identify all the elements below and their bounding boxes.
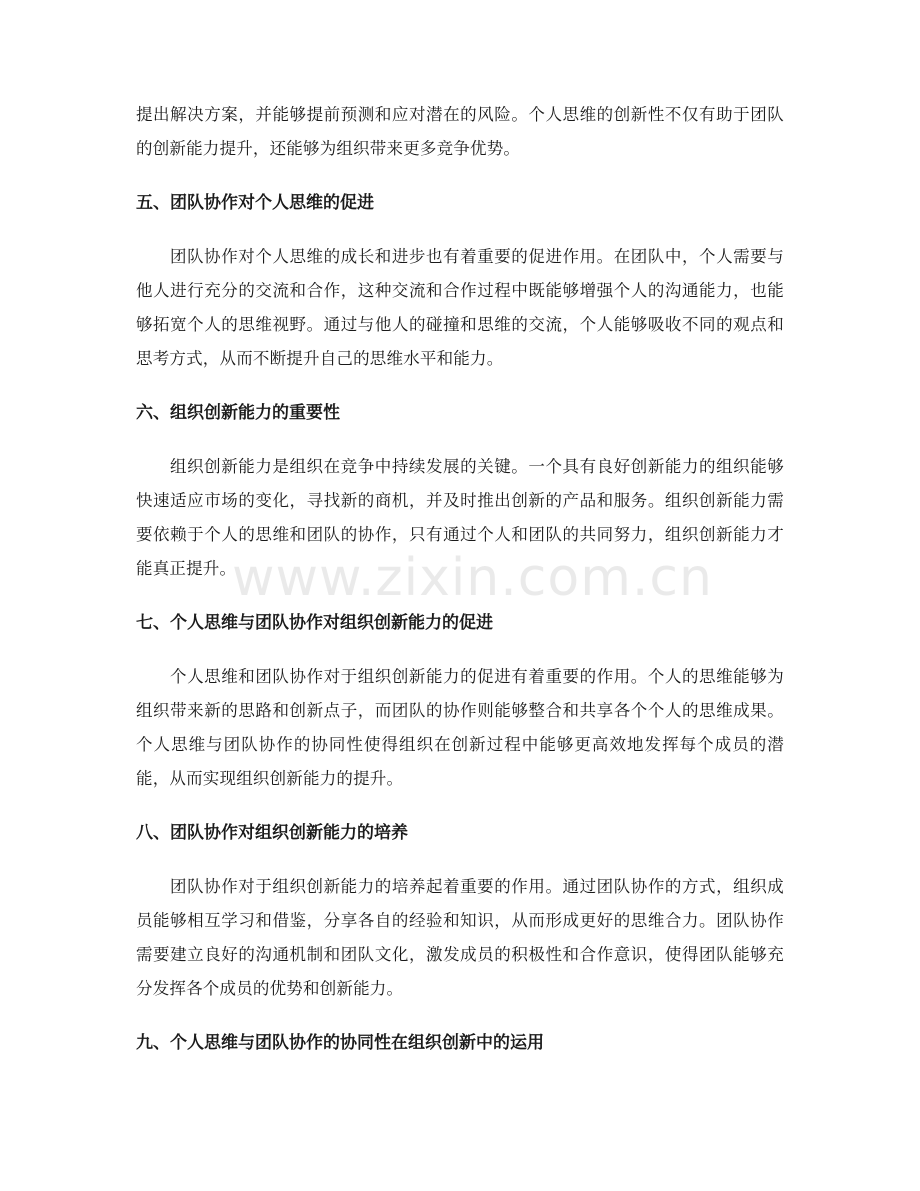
paragraph-section-7: 个人思维和团队协作对于组织创新能力的促进有着重要的作用。个人的思维能够为组织带来新的思路和创新点子，而团队的协作则能够整合和共享各个个人的思维成果。个人思维与团队协作的协同性使得组织在创新过程中能够更高效地发挥每个成员的潜能，从而实现组织创新能力的提升。 — [136, 667, 784, 788]
heading-section-7: 七、个人思维与团队协作对组织创新能力的促进 — [136, 613, 493, 633]
document-body — [136, 98, 784, 1060]
heading-section-5: 五、团队协作对个人思维的促进 — [136, 193, 374, 213]
paragraph-intro-continued: 提出解决方案，并能够提前预测和应对潜在的风险。个人思维的创新性不仅有助于团队的创新能力提升，还能够为组织带来更多竞争优势。 — [136, 105, 784, 158]
watermark-text: www.zixin.com.cn — [232, 548, 713, 608]
paragraph-section-8: 团队协作对于组织创新能力的培养起着重要的作用。通过团队协作的方式，组织成员能够相互学习和借鉴，分享各自的经验和知识，从而形成更好的思维合力。团队协作需要建立良好的沟通机制和团队文化，激发成员的积极性和合作意识，使得团队能够充分发挥各个成员的优势和创新能力。 — [136, 877, 784, 998]
heading-section-9: 九、个人思维与团队协作的协同性在组织创新中的运用 — [136, 1033, 544, 1053]
heading-section-8: 八、团队协作对组织创新能力的培养 — [136, 823, 408, 843]
heading-section-6: 六、组织创新能力的重要性 — [136, 403, 340, 423]
paragraph-section-5: 团队协作对个人思维的成长和进步也有着重要的促进作用。在团队中，个人需要与他人进行充分的交流和合作，这种交流和合作过程中既能够增强个人的沟通能力，也能够拓宽个人的思维视野。通过与他人的碰撞和思维的交流，个人能够吸收不同的观点和思考方式，从而不断提升自己的思维水平和能力。 — [136, 247, 784, 368]
paragraph-section-6: 组织创新能力是组织在竞争中持续发展的关键。一个具有良好创新能力的组织能够快速适应市场的变化，寻找新的商机，并及时推出创新的产品和服务。组织创新能力需要依赖于个人的思维和团队的协作，只有通过个人和团队的共同努力，组织创新能力才能真正提升。 — [136, 457, 784, 578]
